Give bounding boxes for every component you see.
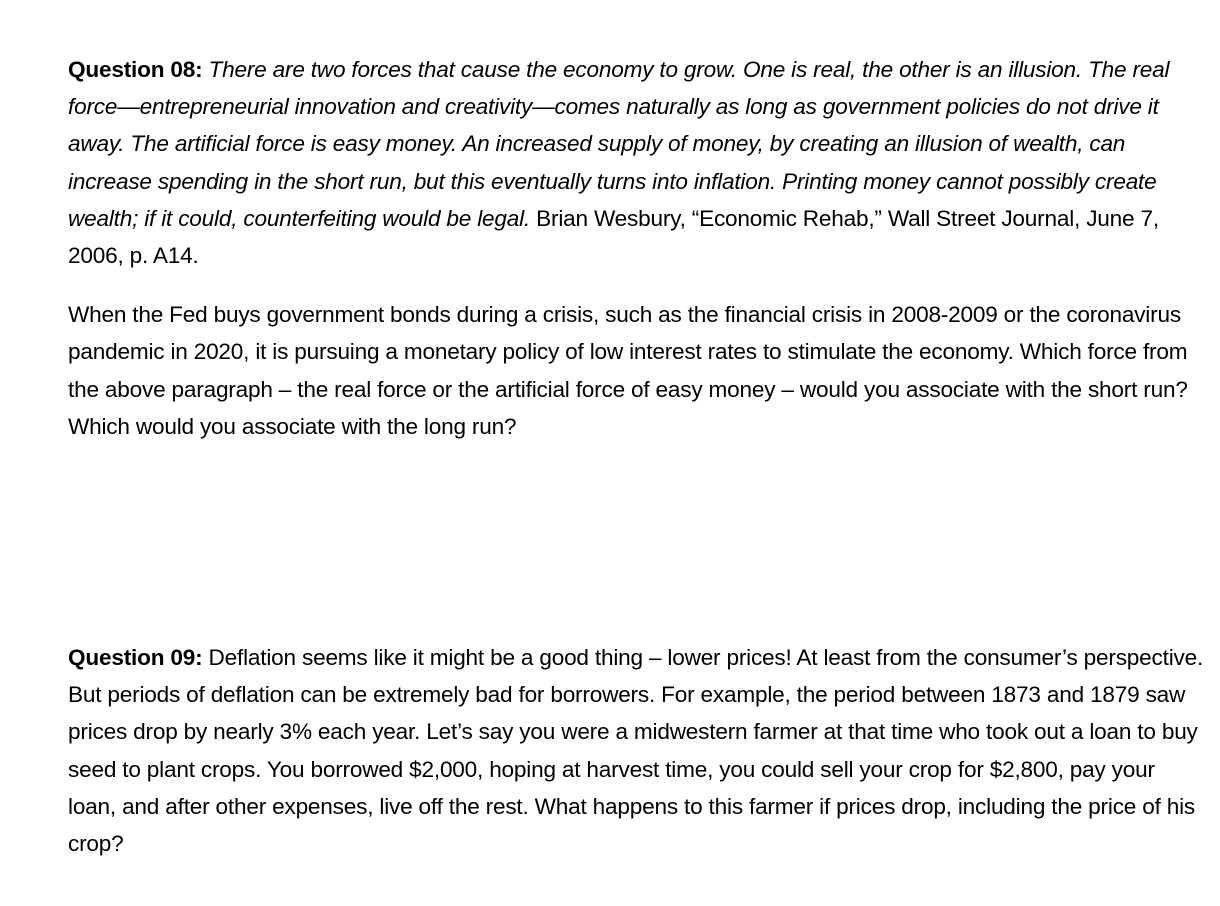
question-08-citation: Brian Wesbury, “Economic Rehab,” Wall Street Journal, June 7, 2006, p. A14. (68, 205, 1159, 269)
question-08-label: Question 08: (68, 57, 203, 82)
question-09-text: Deflation seems like it might be a good thing – lower prices! At least from the consumer’s perspective. But periods of deflation can be extremely bad for borrowers. For example, the period between 1873 and 1879 saw prices drop by nearly 3% each year. Let’s say you were a midwestern farmer at that time who took out a loan to buy seed to plant crops. You borrowed $2,000, hoping at harvest time, you could sell your crop for $2,800, pay your loan, and after other expenses, live off the rest. What happens to this farmer if prices drop, including the price of his crop? (68, 645, 1204, 857)
question-08-prompt: When the Fed buys government bonds during a crisis, such as the financial crisis in 2008-2009 or the coronavirus pandemic in 2020, it is pursuing a monetary policy of low interest rates to stimulate the economy. Which force from the above paragraph – the real force or the artificial force of easy money – would you associate with the short run? Which would you associate with the long run? (68, 302, 1188, 439)
question-08-quote-paragraph (68, 51, 1208, 274)
document-page (68, 51, 1208, 862)
question-09-paragraph (68, 639, 1208, 862)
question-09-label: Question 09: (68, 645, 203, 671)
question-08-quote: There are two forces that cause the economy to grow. One is real, the other is an illusion. The real force—entrepreneurial innovation and creativity—comes naturally as long as government policies do not drive it away. The artificial force is easy money. An increased supply of money, by creating an illusion of wealth, can increase spending in the short run, but this eventually turns into inflation. Printing money cannot possibly create wealth; if it could, counterfeiting would be legal. (68, 57, 1170, 231)
